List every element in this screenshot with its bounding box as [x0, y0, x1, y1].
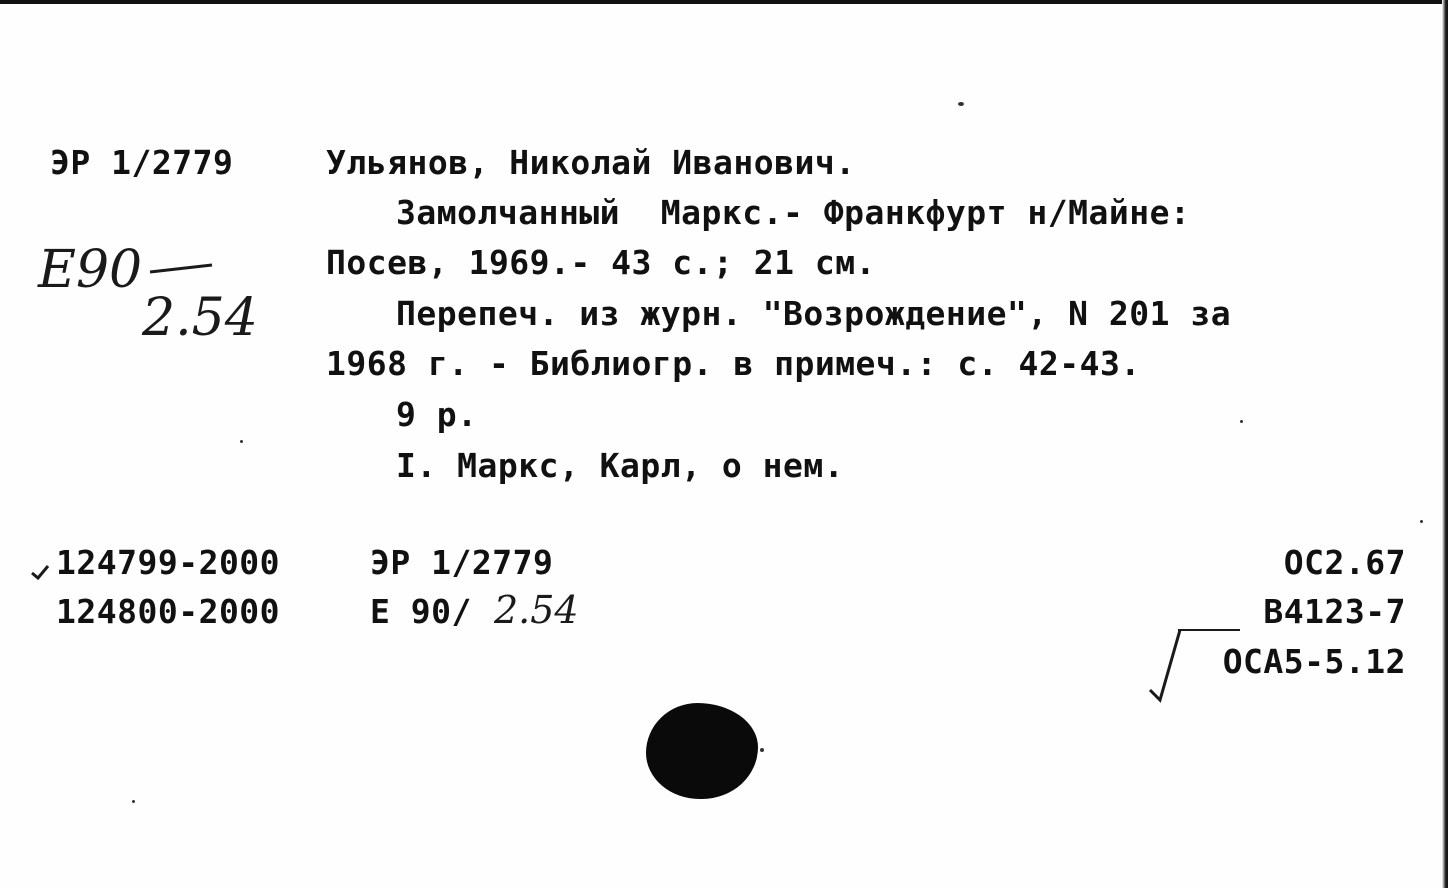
check-mark-stroke-inventory	[32, 566, 48, 578]
author-heading: Ульянов, Николай Иванович.	[326, 143, 856, 182]
scan-speck	[1240, 420, 1243, 423]
code-1: ОС2.67	[1283, 543, 1406, 582]
call-number: ЭР 1/2779	[50, 143, 234, 182]
code-2: В4123-7	[1263, 592, 1406, 631]
code-3: ОСА5-5.12	[1222, 642, 1406, 681]
title-line-1: Замолчанный Маркс.- Франкфурт н/Майне:	[396, 193, 1191, 232]
inventory-shelf-2-handwritten: 2.54	[494, 588, 579, 632]
inventory-shelf-2-print: Е 90/	[370, 592, 472, 631]
handwritten-fraction-bar	[150, 265, 212, 272]
subject-heading: I. Маркс, Карл, о нем.	[396, 446, 845, 485]
scan-speck	[958, 102, 964, 106]
note-line-1: Перепеч. из журн. "Возрождение", N 201 за	[396, 294, 1232, 333]
handwritten-shelf-mark-line2: 2.54	[142, 288, 258, 348]
scan-speck	[1420, 520, 1423, 523]
inventory-number-2: 124800-2000	[56, 592, 281, 631]
handwritten-shelf-mark-line1: Е90	[38, 240, 143, 300]
scan-speck	[132, 800, 135, 803]
inventory-number-1: 124799-2000	[56, 543, 281, 582]
scan-speck	[240, 440, 243, 443]
note-line-2: 1968 г. - Библиогр. в примеч.: с. 42-43.	[326, 344, 1141, 383]
title-line-2: Посев, 1969.- 43 с.; 21 см.	[326, 243, 876, 282]
inventory-shelf-1: ЭР 1/2779	[370, 543, 554, 582]
price: 9 р.	[396, 395, 478, 434]
scan-speck	[760, 748, 764, 752]
